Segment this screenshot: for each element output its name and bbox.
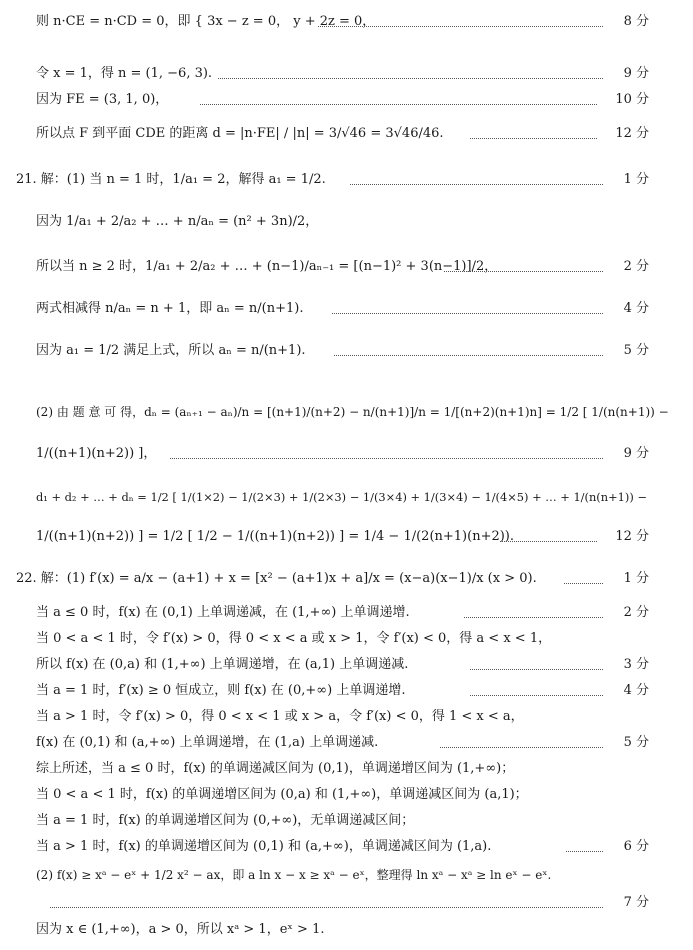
solution-line-l15 [0, 601, 693, 625]
solution-line-l19 [0, 705, 693, 729]
line-text: 因为 a₁ = 1/2 满足上式，所以 aₙ = n/(n+1). [36, 343, 306, 358]
solution-line-l12 [0, 485, 693, 509]
solution-line-l10 [0, 400, 693, 424]
solution-line-l21 [0, 757, 693, 781]
solution-line-l1 [0, 10, 693, 34]
score-label: 5 分 [623, 735, 649, 750]
score-label: 9 分 [623, 66, 649, 81]
solution-line-l9 [0, 339, 693, 363]
solution-line-l18 [0, 679, 693, 703]
line-text: 当 a ≤ 0 时，f(x) 在 (0,1) 上单调递减，在 (1,+∞) 上单调递增. [36, 605, 410, 620]
line-text: f(x) 在 (0,1) 和 (a,+∞) 上单调递增，在 (1,a) 上单调递减. [36, 735, 379, 750]
score-label: 8 分 [623, 14, 649, 29]
line-text: (2) 由 题 意 可 得，dₙ = (aₙ₊₁ − aₙ)/n = [(n+1)/(n+2) − n/(n+1)]/n = 1/[(n+2)(n+1)n] = 1/2 [ 1/(n(n+1)) − [36, 405, 669, 419]
score-label: 6 分 [623, 839, 649, 854]
line-text: 当 0 < a < 1 时，f(x) 的单调递增区间为 (0,a) 和 (1,+∞)，单调递减区间为 (a,1)； [36, 787, 528, 802]
solution-line-l6 [0, 210, 693, 234]
solution-line-l24 [0, 835, 693, 859]
score-label: 4 分 [623, 301, 649, 316]
line-text: 21. 解：(1) 当 n = 1 时，1/a₁ = 2，解得 a₁ = 1/2. [16, 172, 326, 187]
score-label: 5 分 [623, 343, 649, 358]
leader-dots [470, 695, 603, 696]
score-label: 3 分 [623, 657, 649, 672]
leader-dots [350, 184, 603, 185]
score-label: 4 分 [623, 683, 649, 698]
solution-line-l22 [0, 783, 693, 807]
solution-line-l4 [0, 122, 693, 146]
leader-dots [170, 458, 603, 459]
line-text: 当 a > 1 时，令 f′(x) > 0，得 0 < x < 1 或 x > a，令 f′(x) < 0，得 1 < x < a， [36, 709, 524, 724]
line-text: 所以当 n ≥ 2 时，1/a₁ + 2/a₂ + … + (n−1)/aₙ₋₁ = [(n−1)² + 3(n−1)]/2， [36, 259, 498, 274]
leader-dots [334, 355, 603, 356]
line-text: 当 0 < a < 1 时，令 f′(x) > 0，得 0 < x < a 或 x > 1，令 f′(x) < 0，得 a < x < 1， [36, 631, 552, 646]
line-text: (2) f(x) ≥ xᵃ − eˣ + 1/2 x² − ax，即 a ln x − x ≥ xᵃ − eˣ，整理得 ln xᵃ − xᵃ ≥ ln eˣ − eˣ. [36, 868, 552, 882]
solution-line-l20 [0, 731, 693, 755]
line-text: 当 a > 1 时，f(x) 的单调递增区间为 (0,1) 和 (a,+∞)，单调递减区间为 (1,a). [36, 839, 492, 854]
line-text: 因为 FE = (3, 1, 0)， [36, 92, 169, 107]
leader-dots [50, 907, 603, 908]
leader-dots [218, 78, 603, 79]
score-label: 1 分 [623, 172, 649, 187]
line-text: 两式相减得 n/aₙ = n + 1，即 aₙ = n/(n+1). [36, 301, 304, 316]
line-text: 1/((n+1)(n+2)) ] = 1/2 [ 1/2 − 1/((n+1)(n+2)) ] = 1/4 − 1/(2(n+1)(n+2)). [36, 529, 515, 544]
solution-line-l8 [0, 297, 693, 321]
solution-line-l11 [0, 442, 693, 466]
line-text: 因为 1/a₁ + 2/a₂ + … + n/aₙ = (n² + 3n)/2， [36, 214, 319, 229]
score-label: 7 分 [623, 895, 649, 910]
leader-dots [566, 851, 603, 852]
line-text: 令 x = 1，得 n = (1, −6, 3). [36, 66, 213, 81]
line-text: 当 a = 1 时，f′(x) ≥ 0 恒成立，则 f(x) 在 (0,+∞) 上单调递增. [36, 683, 406, 698]
score-label: 9 分 [623, 446, 649, 461]
line-text: 当 a = 1 时，f(x) 的单调递增区间为 (0,+∞)，无单调递减区间； [36, 813, 415, 828]
solution-line-l23 [0, 809, 693, 833]
score-label: 12 分 [615, 529, 649, 544]
leader-dots [564, 583, 603, 584]
leader-dots [464, 617, 603, 618]
solution-line-l3 [0, 88, 693, 112]
score-label: 1 分 [623, 571, 649, 586]
leader-dots [470, 669, 603, 670]
leader-dots [332, 313, 603, 314]
solution-line-l25 [0, 863, 693, 887]
solution-line-l27 [0, 918, 693, 942]
line-text: 则 n·CE = n·CD = 0，即 { 3x − z = 0， y + 2z = 0， [36, 14, 376, 29]
line-text: 22. 解：(1) f′(x) = a/x − (a+1) + x = [x² − (a+1)x + a]/x = (x−a)(x−1)/x (x > 0). [16, 571, 537, 586]
leader-dots [318, 26, 603, 27]
leader-dots [470, 138, 597, 139]
line-text: d₁ + d₂ + … + dₙ = 1/2 [ 1/(1×2) − 1/(2×3) + 1/(2×3) − 1/(3×4) + 1/(3×4) − 1/(4×5) + … + 1/(n(n+1)) − [36, 490, 647, 504]
score-label: 2 分 [623, 605, 649, 620]
line-text: 所以 f(x) 在 (0,a) 和 (1,+∞) 上单调递增，在 (a,1) 上单调递减. [36, 657, 409, 672]
line-text: 因为 x ∈ (1,+∞)，a > 0，所以 xᵃ > 1，eˣ > 1. [36, 922, 325, 937]
leader-dots [440, 747, 603, 748]
leader-dots [500, 541, 597, 542]
leader-dots [200, 104, 597, 105]
line-text: 综上所述，当 a ≤ 0 时，f(x) 的单调递减区间为 (0,1)，单调递增区间为 (1,+∞)； [36, 761, 515, 776]
score-label: 12 分 [615, 126, 649, 141]
solution-line-l17 [0, 653, 693, 677]
score-label: 2 分 [623, 259, 649, 274]
score-label: 10 分 [615, 92, 649, 107]
solution-line-l2 [0, 62, 693, 86]
solution-line-l5 [0, 168, 693, 192]
solution-line-l14 [0, 567, 693, 591]
line-text: 1/((n+1)(n+2)) ]， [36, 446, 157, 461]
solution-line-l7 [0, 255, 693, 279]
line-text: 所以点 F 到平面 CDE 的距离 d = |n·FE| / |n| = 3/√46 = 3√46/46. [36, 126, 444, 141]
leader-dots [444, 271, 603, 272]
solution-line-l16 [0, 627, 693, 651]
solution-line-l13 [0, 525, 693, 549]
solution-line-l26 [0, 891, 693, 915]
